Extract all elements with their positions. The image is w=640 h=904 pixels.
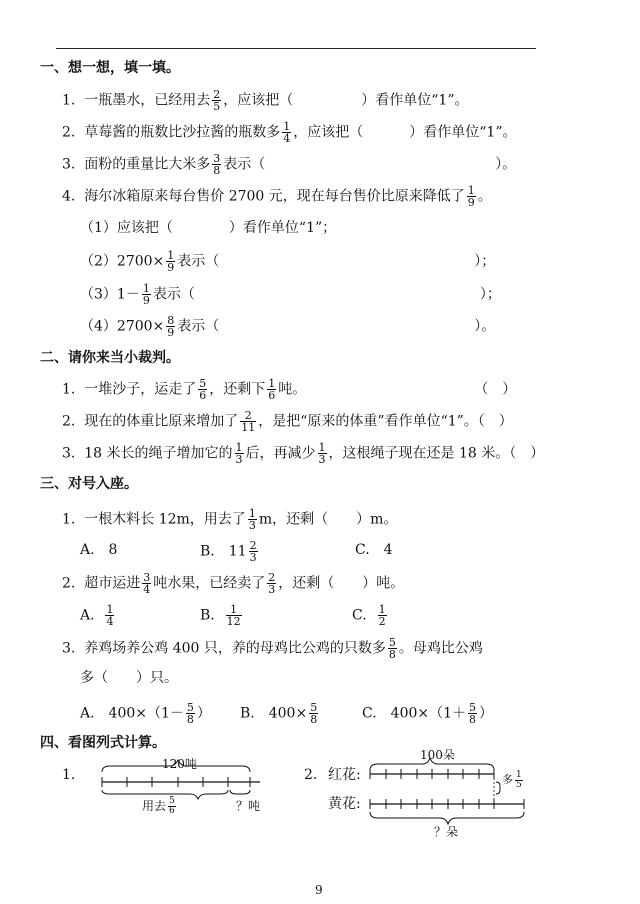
s3-q1-option-a: A. 8 [80, 542, 118, 558]
d2-bottom-label: ？朵 [434, 825, 459, 839]
s3-q3-option-b: B. 400× $\frac{5}{8}$ [240, 701, 318, 726]
s3-q1-option-c: C. 4 [355, 542, 393, 558]
s1-question-1: 1. 一瓶墨水，已经用去 $\frac{2}{5}$ ，应该把（ ）看作单位“1”。 [62, 88, 469, 113]
s2-question-1: 1. 一堆沙子，运走了 $\frac{5}{6}$ ，还剩下 $\frac{1}{6}$ 吨。 （ ） [62, 377, 517, 402]
s1-q4-sub2: （2）2700× $\frac{1}{9}$ 表示（ ）； [80, 249, 496, 274]
d2-total-label: 100朵 [420, 748, 455, 762]
s3-question-2: 2. 超市运进 $\frac{3}{4}$ 吨水果，已经卖了 $\frac{2}{3}$ ，还剩（ ）吨。 [62, 571, 405, 596]
s3-question-1: 1. 一根木料长 12m，用去了 $\frac{1}{3}$ m，还剩（ ）m。 [62, 507, 398, 532]
d2-more-brace [496, 782, 500, 794]
d1-total-label: 120吨 [162, 757, 197, 771]
s3-q3-option-a: A. 400×（1－ $\frac{5}{8}$ ） [80, 701, 211, 726]
s1-q4-sub1: （1）应该把（ ）看作单位“1”； [80, 220, 337, 236]
s3-q2-option-a: A. $\frac{1}{4}$ [80, 603, 114, 628]
s2-question-2: 2. 现在的体重比原来增加了 $\frac{2}{11}$ ，是把“原来的体重”看作单位“1”。（ ） [62, 409, 513, 434]
fraction: $\frac{2}{5}$ [213, 88, 221, 113]
s3-q2-option-b: B. $\frac{1}{12}$ [200, 603, 241, 628]
s2-question-3: 3. 18 米长的绳子增加它的 $\frac{1}{3}$ 后，再减少 $\frac{1}{3}$ ，这根绳子现在还是 18 米。（ ） [62, 441, 545, 466]
s3-q3-line2: 多（ ）只。 [80, 670, 178, 686]
s3-question-3: 3. 养鸡场养公鸡 400 只，养的母鸡比公鸡的只数多 $\frac{5}{8}$ 。母鸡比公鸡 [62, 636, 483, 661]
d1-number: 1. [62, 767, 76, 783]
s1-question-4: 4. 海尔冰箱原来每台售价 2700 元，现在每台售价比原来降低了 $\frac{1}{9}$ 。 [62, 184, 492, 209]
d2-more-label: 多 $\frac{1}{5}$ [502, 769, 522, 790]
d2-red-label: 红花: [328, 767, 361, 783]
d1-rest-brace [230, 790, 250, 794]
s1-q4-sub4: （4）2700× $\frac{8}{9}$ 表示（ ）。 [80, 314, 496, 339]
page-number: 9 [315, 883, 323, 897]
s1-q4-sub3: （3）1－ $\frac{1}{9}$ 表示（ ）； [80, 282, 501, 307]
s3-q2-option-c: C. $\frac{1}{2}$ [352, 603, 386, 628]
s3-q3-option-c: C. 400×（1＋ $\frac{5}{8}$ ） [362, 701, 494, 726]
s1-question-3: 3. 面粉的重量比大米多 $\frac{3}{8}$ 表示（ ）。 [62, 152, 517, 177]
s3-q1-option-b: B. 11 $\frac{2}{3}$ [200, 539, 257, 564]
d2-number: 2. [304, 767, 318, 783]
section-2-title: 二、请你来当小裁判。 [40, 350, 180, 366]
section-4-title: 四、看图列式计算。 [40, 735, 166, 751]
d2-top-brace [370, 758, 494, 770]
d2-yellow-label: 黄花: [328, 796, 361, 812]
section-1-title: 一、想一想，填一填。 [40, 60, 180, 76]
section-3-title: 三、对号入座。 [40, 476, 138, 492]
header-rule [56, 48, 536, 49]
s1-question-2: 2. 草莓酱的瓶数比沙拉酱的瓶数多 $\frac{1}{4}$ ，应该把（ ）看作单位“1”。 [62, 120, 517, 145]
d1-used-label: 用去 $\frac{5}{6}$ [142, 796, 175, 816]
d1-rest-label: ？吨 [236, 799, 261, 813]
